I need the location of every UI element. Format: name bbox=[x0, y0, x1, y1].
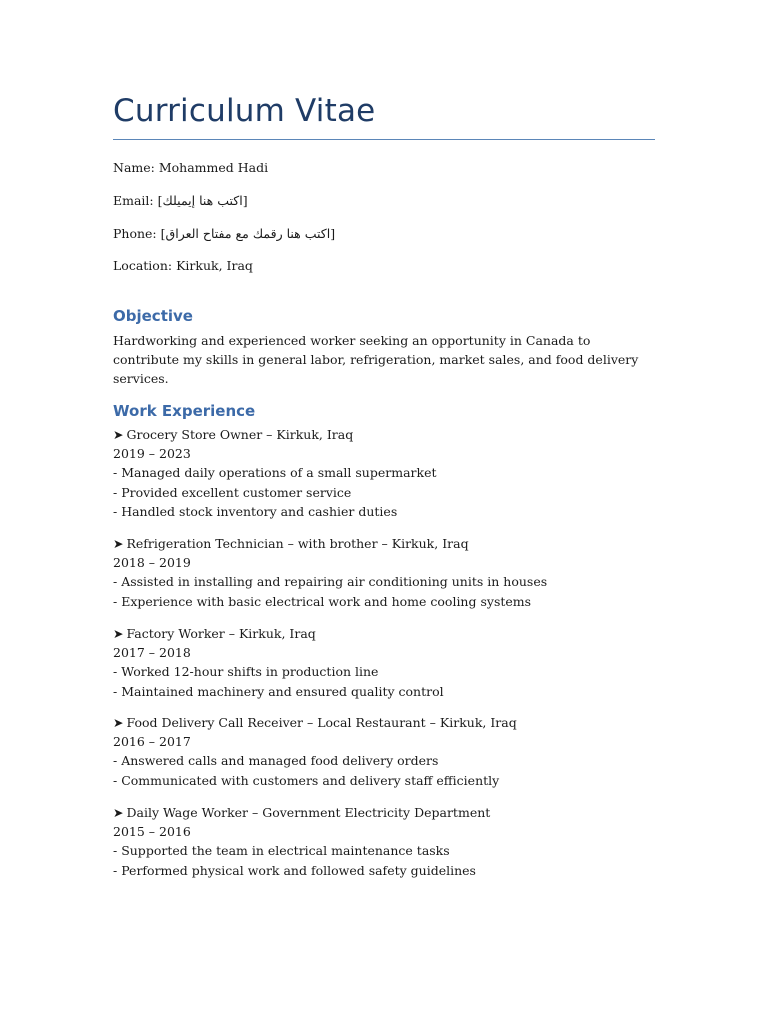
arrow-bullet-icon: ➤ bbox=[113, 715, 124, 730]
job-duty: - Supported the team in electrical maintenance tasks bbox=[113, 843, 450, 859]
arrow-bullet-icon: ➤ bbox=[113, 536, 124, 551]
job-duty: - Handled stock inventory and cashier duties bbox=[113, 503, 398, 519]
location-label: Location: bbox=[113, 258, 173, 273]
email-value: [اكتب هنا إيميلك] bbox=[157, 193, 248, 208]
job-duty: - Assisted in installing and repairing air conditioning units in houses bbox=[113, 574, 548, 590]
name-line bbox=[113, 158, 268, 177]
phone-value: [اكتب هنا رقمك مع مفتاح العراق] bbox=[160, 226, 336, 241]
job-title: ➤ Food Delivery Call Receiver – Local Restaurant – Kirkuk, Iraq bbox=[113, 715, 517, 730]
email-label: Email: bbox=[113, 193, 154, 208]
phone-label: Phone: bbox=[113, 226, 157, 241]
job-dates: 2019 – 2023 bbox=[113, 446, 191, 462]
job-entry bbox=[113, 713, 655, 790]
job-duty: - Communicated with customers and delivery staff efficiently bbox=[113, 772, 500, 788]
job-dates: 2016 – 2017 bbox=[113, 734, 191, 750]
name-value: Mohammed Hadi bbox=[158, 160, 269, 175]
email-line bbox=[113, 191, 248, 210]
title-divider bbox=[113, 139, 655, 140]
job-title: ➤ Refrigeration Technician – with brother – Kirkuk, Iraq bbox=[113, 536, 469, 551]
job-duty: - Maintained machinery and ensured quality control bbox=[113, 683, 444, 699]
job-duty: - Answered calls and managed food delivery orders bbox=[113, 753, 439, 769]
location-value: Kirkuk, Iraq bbox=[176, 258, 253, 273]
job-entry bbox=[113, 425, 655, 521]
work-experience-heading: Work Experience bbox=[113, 402, 256, 420]
arrow-bullet-icon: ➤ bbox=[113, 626, 124, 641]
job-entry bbox=[113, 534, 655, 611]
job-duty: - Managed daily operations of a small supermarket bbox=[113, 465, 437, 481]
document-title: Curriculum Vitae bbox=[113, 93, 376, 129]
job-dates: 2018 – 2019 bbox=[113, 555, 191, 571]
job-dates: 2017 – 2018 bbox=[113, 645, 191, 661]
objective-text: Hardworking and experienced worker seeking an opportunity in Canada to contribute my skills in general labor, refrigeration, market sales, and food delivery services. bbox=[113, 333, 639, 386]
name-label: Name: bbox=[113, 160, 155, 175]
objective-heading: Objective bbox=[113, 307, 193, 325]
job-dates: 2015 – 2016 bbox=[113, 824, 191, 840]
job-title: ➤ Grocery Store Owner – Kirkuk, Iraq bbox=[113, 427, 354, 442]
arrow-bullet-icon: ➤ bbox=[113, 805, 124, 820]
job-title: ➤ Factory Worker – Kirkuk, Iraq bbox=[113, 626, 316, 641]
job-duty: - Worked 12-hour shifts in production line bbox=[113, 664, 379, 680]
location-line bbox=[113, 256, 253, 275]
job-duty: - Experience with basic electrical work and home cooling systems bbox=[113, 593, 532, 609]
job-entry bbox=[113, 803, 655, 880]
job-entry bbox=[113, 624, 655, 701]
phone-line bbox=[113, 224, 335, 243]
job-duty: - Performed physical work and followed safety guidelines bbox=[113, 862, 476, 878]
job-duty: - Provided excellent customer service bbox=[113, 484, 352, 500]
arrow-bullet-icon: ➤ bbox=[113, 427, 124, 442]
job-title: ➤ Daily Wage Worker – Government Electricity Department bbox=[113, 805, 491, 820]
